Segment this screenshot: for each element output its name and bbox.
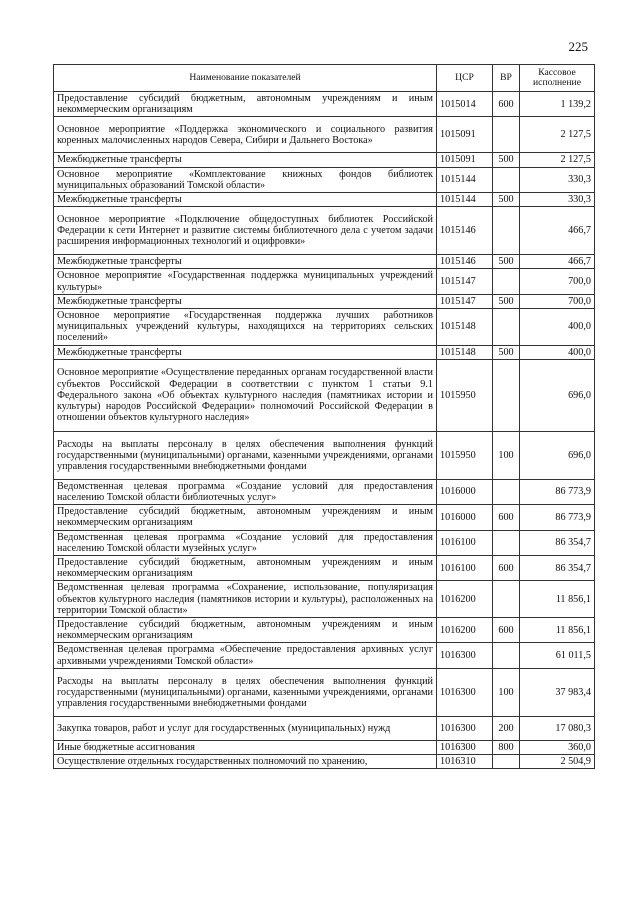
row-name-cell: Предоставление субсидий бюджетным, автономным учреждениям и иным некоммерческим организациям: [54, 92, 437, 117]
row-name-cell: Закупка товаров, работ и услуг для государственных (муниципальных) нужд: [54, 716, 437, 740]
header-name: Наименование показателей: [54, 65, 437, 92]
row-vr-cell: 100: [493, 668, 520, 716]
row-amount-cell: 466,7: [520, 207, 595, 255]
row-name-cell: Предоставление субсидий бюджетным, автономным учреждениям и иным некоммерческим организациям: [54, 556, 437, 581]
row-csr-cell: 1015950: [437, 359, 493, 431]
table-row: [54, 556, 595, 581]
row-name-cell: Ведомственная целевая программа «Создание условий для предоставления населению Томской области музейных услуг»: [54, 530, 437, 555]
row-amount-cell: 700,0: [520, 269, 595, 294]
row-name-cell: Предоставление субсидий бюджетным, автономным учреждениям и иным некоммерческим организациям: [54, 505, 437, 530]
row-vr-cell: 600: [493, 505, 520, 530]
row-vr-cell: 100: [493, 431, 520, 479]
row-name-cell: Основное мероприятие «Государственная поддержка лучших работников муниципальных учреждений культуры, находящихся на территориях сельских поселений»: [54, 309, 437, 346]
table-row: [54, 716, 595, 740]
row-csr-cell: 1016310: [437, 755, 493, 769]
row-vr-cell: [493, 207, 520, 255]
row-vr-cell: [493, 755, 520, 769]
row-name-cell: Основное мероприятие «Подключение общедоступных библиотек Российской Федерации к сети Интернет и развитие системы библиотечного дела с учетом задачи расширения информационных технологий и оцифровки»: [54, 207, 437, 255]
row-name-cell: Основное мероприятие «Государственная поддержка муниципальных учреждений культуры»: [54, 269, 437, 294]
row-amount-cell: 2 127,5: [520, 117, 595, 153]
row-vr-cell: 500: [493, 345, 520, 359]
table-row: [54, 530, 595, 555]
row-csr-cell: 1016000: [437, 479, 493, 504]
row-csr-cell: 1015147: [437, 269, 493, 294]
table-row: [54, 309, 595, 346]
row-vr-cell: 600: [493, 92, 520, 117]
table-row: [54, 345, 595, 359]
row-name-cell: Расходы на выплаты персоналу в целях обеспечения выполнения функций государственными (муниципальными) органами, казенными учреждениями, органами управления государственными внебюджетными фондами: [54, 668, 437, 716]
row-name-cell: Межбюджетные трансферты: [54, 193, 437, 207]
row-vr-cell: [493, 530, 520, 555]
row-csr-cell: 1015144: [437, 193, 493, 207]
table-row: [54, 643, 595, 668]
table-row: [54, 618, 595, 643]
header-row: [54, 65, 595, 92]
row-name-cell: Основное мероприятие «Поддержка экономического и социального развития коренных малочисленных народов Севера, Сибири и Дальнего Востока»: [54, 117, 437, 153]
row-csr-cell: 1015014: [437, 92, 493, 117]
row-name-cell: Межбюджетные трансферты: [54, 153, 437, 167]
row-amount-cell: 360,0: [520, 740, 595, 754]
table-row: [54, 668, 595, 716]
row-amount-cell: 696,0: [520, 359, 595, 431]
row-csr-cell: 1016200: [437, 618, 493, 643]
header-csr: ЦСР: [437, 65, 493, 92]
row-csr-cell: 1016300: [437, 740, 493, 754]
row-csr-cell: 1015148: [437, 345, 493, 359]
header-amount: Кассовое исполнение: [520, 65, 595, 92]
row-name-cell: Основное мероприятие «Комплектование книжных фондов библиотек муниципальных образований Томской области»: [54, 167, 437, 192]
table-row: [54, 294, 595, 308]
row-csr-cell: 1015091: [437, 153, 493, 167]
row-amount-cell: 86 354,7: [520, 530, 595, 555]
table-row: [54, 92, 595, 117]
row-vr-cell: [493, 643, 520, 668]
table-row: [54, 581, 595, 618]
row-amount-cell: 466,7: [520, 255, 595, 269]
row-name-cell: Ведомственная целевая программа «Создание условий для предоставления населению Томской области библиотечных услуг»: [54, 479, 437, 504]
row-amount-cell: 700,0: [520, 294, 595, 308]
row-vr-cell: [493, 269, 520, 294]
row-vr-cell: [493, 359, 520, 431]
table-body: [54, 92, 595, 769]
row-amount-cell: 11 856,1: [520, 581, 595, 618]
row-name-cell: Иные бюджетные ассигнования: [54, 740, 437, 754]
row-name-cell: Межбюджетные трансферты: [54, 345, 437, 359]
row-vr-cell: 500: [493, 294, 520, 308]
row-csr-cell: 1016000: [437, 505, 493, 530]
table-row: [54, 269, 595, 294]
table-row: [54, 255, 595, 269]
row-name-cell: Межбюджетные трансферты: [54, 255, 437, 269]
row-csr-cell: 1016300: [437, 716, 493, 740]
row-amount-cell: 696,0: [520, 431, 595, 479]
row-amount-cell: 86 773,9: [520, 505, 595, 530]
row-vr-cell: [493, 309, 520, 346]
row-amount-cell: 1 139,2: [520, 92, 595, 117]
row-csr-cell: 1016300: [437, 668, 493, 716]
row-name-cell: Предоставление субсидий бюджетным, автономным учреждениям и иным некоммерческим организациям: [54, 618, 437, 643]
row-amount-cell: 400,0: [520, 345, 595, 359]
row-vr-cell: [493, 117, 520, 153]
row-name-cell: Межбюджетные трансферты: [54, 294, 437, 308]
row-vr-cell: [493, 479, 520, 504]
row-name-cell: Ведомственная целевая программа «Сохранение, использование, популяризация объектов культурного наследия (памятников истории и культуры), расположенных на территории Томской области»: [54, 581, 437, 618]
row-name-cell: Ведомственная целевая программа «Обеспечение предоставления архивных услуг архивными учреждениями Томской области»: [54, 643, 437, 668]
row-amount-cell: 61 011,5: [520, 643, 595, 668]
row-vr-cell: 600: [493, 556, 520, 581]
row-amount-cell: 400,0: [520, 309, 595, 346]
row-amount-cell: 37 983,4: [520, 668, 595, 716]
row-vr-cell: 600: [493, 618, 520, 643]
row-csr-cell: 1015146: [437, 207, 493, 255]
row-csr-cell: 1015091: [437, 117, 493, 153]
row-vr-cell: 800: [493, 740, 520, 754]
row-vr-cell: 500: [493, 153, 520, 167]
row-csr-cell: 1016300: [437, 643, 493, 668]
table-row: [54, 479, 595, 504]
budget-table: [53, 64, 595, 769]
table-row: [54, 740, 595, 754]
row-vr-cell: [493, 167, 520, 192]
row-csr-cell: 1016100: [437, 530, 493, 555]
row-amount-cell: 330,3: [520, 167, 595, 192]
row-vr-cell: [493, 581, 520, 618]
table-row: [54, 755, 595, 769]
table-row: [54, 207, 595, 255]
header-vr: ВР: [493, 65, 520, 92]
row-csr-cell: 1015148: [437, 309, 493, 346]
row-csr-cell: 1015147: [437, 294, 493, 308]
row-amount-cell: 17 080,3: [520, 716, 595, 740]
row-amount-cell: 2 504,9: [520, 755, 595, 769]
row-amount-cell: 330,3: [520, 193, 595, 207]
table-header: [54, 65, 595, 92]
table-row: [54, 505, 595, 530]
row-csr-cell: 1015950: [437, 431, 493, 479]
row-csr-cell: 1015144: [437, 167, 493, 192]
row-csr-cell: 1016200: [437, 581, 493, 618]
row-vr-cell: 500: [493, 193, 520, 207]
table-row: [54, 167, 595, 192]
row-amount-cell: 11 856,1: [520, 618, 595, 643]
table-row: [54, 117, 595, 153]
row-vr-cell: 200: [493, 716, 520, 740]
row-amount-cell: 2 127,5: [520, 153, 595, 167]
page-number: 225: [568, 39, 588, 54]
row-name-cell: Основное мероприятие «Осуществление переданных органам государственной власти субъектов Российской Федерации в соответствии с пунктом 1 статьи 9.1 Федерального закона «Об объектах культурного наследия (памятниках истории и культуры) народов Российской Федерации» полномочий Российской Федерации в отношении объектов культурного наследия»: [54, 359, 437, 431]
row-csr-cell: 1015146: [437, 255, 493, 269]
row-amount-cell: 86 354,7: [520, 556, 595, 581]
table-row: [54, 153, 595, 167]
row-vr-cell: 500: [493, 255, 520, 269]
table-row: [54, 359, 595, 431]
row-name-cell: Расходы на выплаты персоналу в целях обеспечения выполнения функций государственными (муниципальными) органами, казенными учреждениями, органами управления государственными внебюджетными фондами: [54, 431, 437, 479]
row-amount-cell: 86 773,9: [520, 479, 595, 504]
row-name-cell: Осуществление отдельных государственных полномочий по хранению,: [54, 755, 437, 769]
table-row: [54, 431, 595, 479]
table-row: [54, 193, 595, 207]
row-csr-cell: 1016100: [437, 556, 493, 581]
